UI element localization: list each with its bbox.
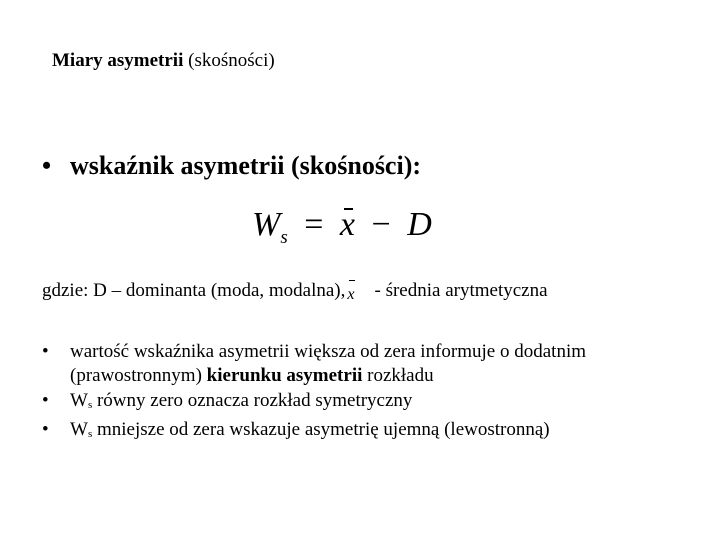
- bullet-text: mniejsze od zera wskazuje asymetrię ujemną (lewostronną): [92, 419, 550, 440]
- ws-subscript: s: [87, 428, 93, 440]
- formula-d: D: [407, 206, 432, 243]
- bullet-text: równy zero oznacza rozkład symetryczny: [92, 390, 413, 411]
- where-after: - średnia arytmetyczna: [374, 280, 548, 301]
- title-rest: (skośności): [183, 50, 275, 71]
- main-bullet: [42, 151, 421, 181]
- formula-minus: −: [371, 206, 391, 243]
- bullet-list: [42, 340, 692, 447]
- bullet-marker: •: [42, 419, 49, 440]
- bullet-bold-text: kierunku asymetrii: [206, 365, 363, 386]
- list-item: [42, 389, 692, 417]
- title-bold: Miary asymetrii: [52, 50, 184, 71]
- bullet-marker: •: [42, 151, 52, 180]
- formula-w-subscript: s: [280, 227, 288, 248]
- main-bullet-text: wskaźnik asymetrii (skośności):: [70, 151, 422, 180]
- where-before: gdzie: D – dominanta (moda, modalna),: [42, 280, 346, 301]
- bullet-marker: •: [42, 390, 49, 411]
- list-item: [42, 418, 692, 446]
- ws-symbol: W: [70, 419, 88, 440]
- list-item: [42, 340, 692, 388]
- where-mean-x: x: [347, 286, 355, 303]
- bullet-text-end: rozkładu: [362, 365, 434, 386]
- ws-subscript: s: [87, 399, 93, 411]
- formula-w: W: [252, 206, 281, 243]
- bullet-text: wartość wskaźnika asymetrii większa od zera informuje o dodatnim (prawostronnym): [70, 341, 586, 386]
- formula-mean-x: x: [339, 206, 356, 243]
- skewness-formula: [252, 206, 432, 249]
- slide-title: [52, 50, 275, 72]
- where-line: [42, 280, 548, 302]
- formula-equals: =: [304, 206, 324, 243]
- bullet-marker: •: [42, 341, 49, 362]
- ws-symbol: W: [70, 390, 88, 411]
